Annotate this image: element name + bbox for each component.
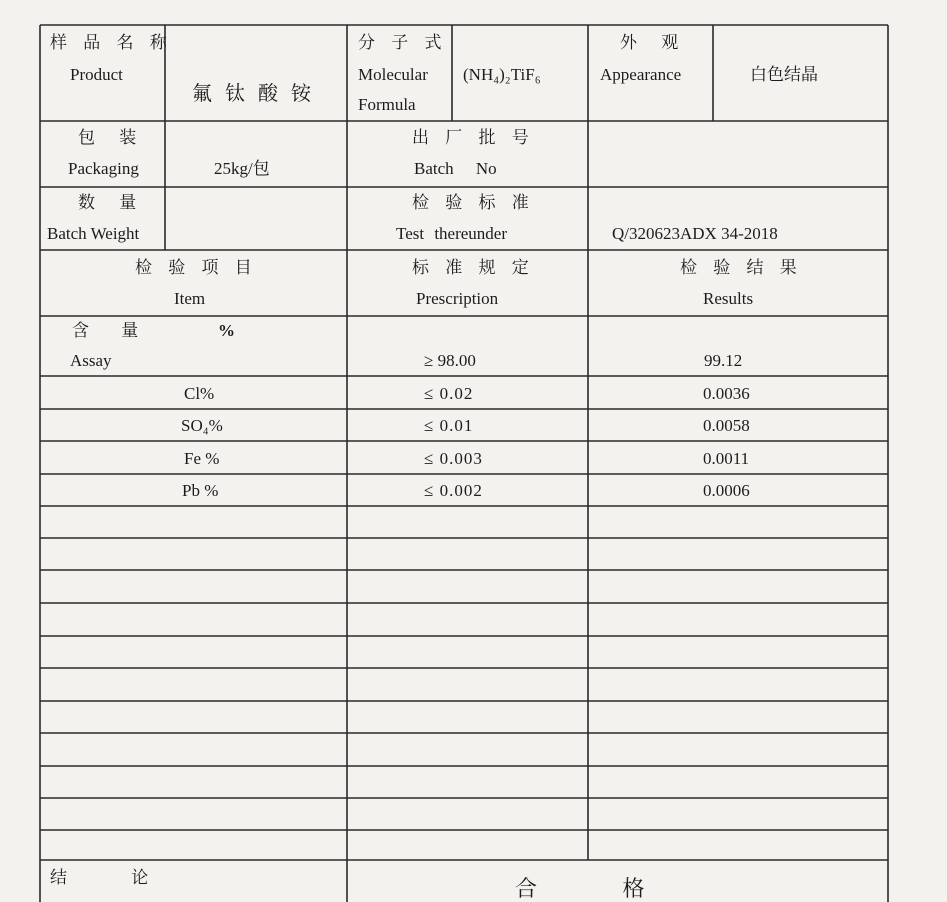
item-pb: Pb % [182, 481, 219, 500]
results-header-en: Results [703, 289, 754, 308]
prescription-header-en: Prescription [416, 289, 499, 308]
conclusion-value: 合 格 [515, 876, 685, 901]
conclusion-label: 结 论 [50, 868, 179, 887]
packaging-value: 25kg/包 [214, 159, 270, 178]
item-so4: SO₄% [181, 416, 223, 435]
result-fe: 0.0011 [703, 449, 750, 468]
assay-unit: % [218, 321, 235, 340]
result-pb: 0.0006 [703, 481, 750, 500]
appearance-label-en: Appearance [600, 65, 682, 84]
spec-cl: ≤ 0.02 [424, 384, 474, 403]
packaging-label-cn: 包 装 [78, 128, 147, 147]
result-so4: 0.0058 [703, 416, 750, 435]
standard-label-cn: 检 验 标 准 [412, 193, 535, 212]
formula-label-en-2: Formula [358, 95, 416, 114]
formula-label-cn: 分 子 式 [358, 33, 448, 52]
appearance-label-cn: 外 观 [620, 33, 689, 52]
item-header-en: Item [174, 289, 206, 308]
formula-value: (NH₄)₂TiF₆ [463, 65, 541, 84]
batch-label-cn: 出 厂 批 号 [412, 128, 535, 147]
product-value: 氟 钛 酸 铵 [192, 83, 315, 105]
standard-value: Q/320623ADX 34-2018 [612, 224, 778, 243]
assay-label-en: Assay [70, 351, 112, 370]
appearance-value: 白色结晶 [750, 65, 818, 84]
item-header-cn: 检 验 项 目 [135, 258, 258, 277]
weight-label-en: Batch Weight [47, 224, 140, 243]
product-label-en: Product [70, 65, 123, 84]
spec-pb: ≤ 0.002 [424, 481, 483, 500]
formula-label-en-1: Molecular [358, 65, 428, 84]
assay-spec: ≥ 98.00 [424, 351, 476, 370]
item-fe: Fe % [184, 449, 220, 468]
weight-label-cn: 数 量 [78, 193, 147, 212]
batch-label-en: Batch No [414, 159, 497, 178]
packaging-label-en: Packaging [68, 159, 139, 178]
prescription-header-cn: 标 准 规 定 [412, 258, 535, 277]
product-label-cn: 样 品 名 称 [50, 33, 173, 52]
standard-label-en: Test thereunder [396, 224, 508, 243]
assay-label-cn: 含 量 [72, 321, 153, 340]
spec-so4: ≤ 0.01 [424, 416, 474, 435]
result-cl: 0.0036 [703, 384, 750, 403]
spec-fe: ≤ 0.003 [424, 449, 483, 468]
item-cl: Cl% [184, 384, 215, 403]
assay-result: 99.12 [704, 351, 743, 370]
results-header-cn: 检 验 结 果 [680, 258, 803, 277]
